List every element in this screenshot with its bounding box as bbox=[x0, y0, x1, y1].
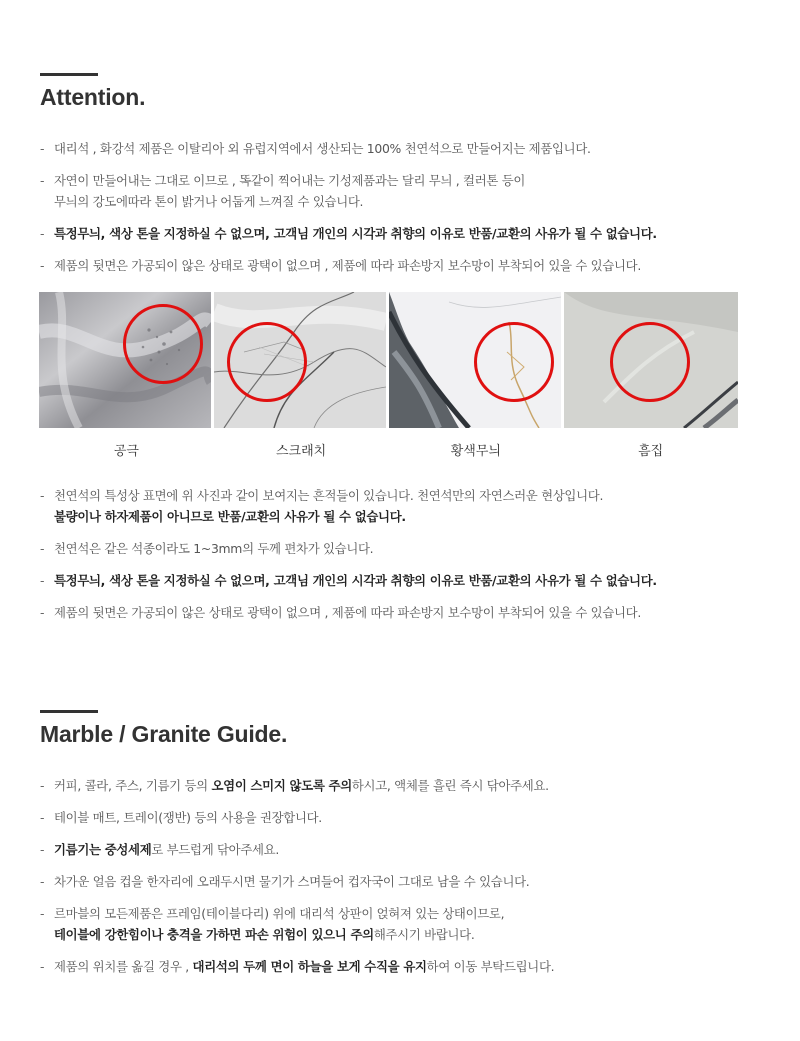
pore-highlight-circle bbox=[123, 304, 203, 384]
note-emphasis-text: 오염이 스미지 않도록 주의 bbox=[211, 778, 352, 793]
note-item bbox=[38, 255, 778, 276]
note-text: 커피, 콜라, 주스, 기름기 등의 bbox=[54, 778, 212, 793]
note-line bbox=[54, 775, 778, 796]
note-text: 천연석은 같은 석종이라도 1~3mm의 두께 편차가 있습니다. bbox=[54, 541, 374, 556]
stone-sample-photos bbox=[39, 292, 738, 428]
note-emphasis-text: 테이블에 강한힘이나 충격을 가하면 파손 위험이 있으니 주의 bbox=[54, 927, 374, 942]
photo-captions bbox=[39, 440, 738, 459]
yellow-vein-sample-photo bbox=[389, 292, 561, 428]
photo-caption-scratch: 스크래치 bbox=[276, 444, 327, 459]
note-item bbox=[38, 903, 778, 945]
attention-title-bar bbox=[40, 73, 98, 76]
note-line bbox=[54, 170, 778, 191]
scratch-sample-photo bbox=[214, 292, 386, 428]
note-line bbox=[54, 485, 778, 506]
attention-notes-top bbox=[38, 138, 778, 276]
note-item bbox=[38, 839, 778, 860]
note-line bbox=[54, 807, 778, 828]
attention-title: Attention. bbox=[40, 84, 146, 110]
note-line bbox=[54, 871, 778, 892]
note-item bbox=[38, 138, 778, 159]
note-emphasis-text: 불량이나 하자제품이 아니므로 반품/교환의 사유가 될 수 없습니다. bbox=[54, 509, 406, 524]
note-text: 자연이 만들어내는 그대로 이므로 , 똑같이 찍어내는 기성제품과는 달리 무늬 , 컬러톤 등이 bbox=[54, 173, 526, 188]
note-line bbox=[54, 839, 778, 860]
note-item bbox=[38, 602, 778, 623]
note-item bbox=[38, 807, 778, 828]
note-line bbox=[54, 956, 778, 977]
note-emphasis-text: 대리석의 두께 면이 하늘을 보게 수직을 유지 bbox=[192, 959, 427, 974]
note-line bbox=[54, 602, 778, 623]
photo-caption-yellow-vein: 황색무늬 bbox=[450, 444, 501, 459]
note-text: 제품의 위치를 옮길 경우 , bbox=[54, 959, 193, 974]
note-text: 해주시기 바랍니다. bbox=[373, 927, 475, 942]
photo-caption-pore: 공극 bbox=[113, 444, 139, 459]
note-item bbox=[38, 223, 778, 244]
note-line bbox=[54, 570, 778, 591]
attention-notes-bottom bbox=[38, 485, 778, 623]
note-text: 하여 이동 부탁드립니다. bbox=[426, 959, 555, 974]
note-text: 하시고, 액체를 흘린 즉시 닦아주세요. bbox=[351, 778, 549, 793]
note-text: 테이블 매트, 트레이(쟁반) 등의 사용을 권장합니다. bbox=[54, 810, 322, 825]
note-line bbox=[54, 255, 778, 276]
note-text: 로 부드럽게 닦아주세요. bbox=[151, 842, 279, 857]
guide-title: Marble / Granite Guide. bbox=[40, 721, 288, 747]
note-text: 무늬의 강도에따라 톤이 밝거나 어둡게 느껴질 수 있습니다. bbox=[54, 194, 364, 209]
yellow-vein-highlight-circle bbox=[474, 322, 554, 402]
note-item bbox=[38, 871, 778, 892]
guide-notes bbox=[38, 775, 778, 977]
guide-title-bar bbox=[40, 710, 98, 713]
note-text: 대리석 , 화강석 제품은 이탈리아 외 유럽지역에서 생산되는 100% 천연석으로 만들어지는 제품입니다. bbox=[54, 141, 591, 156]
note-line bbox=[54, 903, 778, 924]
note-line bbox=[54, 223, 778, 244]
blemish-highlight-circle bbox=[610, 322, 690, 402]
note-item bbox=[38, 485, 778, 527]
note-text: 제품의 뒷면은 가공되이 않은 상태로 광택이 없으며 , 제품에 따라 파손방지 보수망이 부착되어 있을 수 있습니다. bbox=[54, 605, 641, 620]
note-item bbox=[38, 956, 778, 977]
photo-caption-blemish: 흠집 bbox=[638, 444, 664, 459]
note-text: 천연석의 특성상 표면에 위 사진과 같이 보여지는 흔적들이 있습니다. 천연석만의 자연스러운 현상입니다. bbox=[54, 488, 604, 503]
note-line bbox=[54, 138, 778, 159]
note-emphasis-text: 기름기는 중성세제 bbox=[54, 842, 152, 857]
note-item bbox=[38, 538, 778, 559]
note-line bbox=[54, 506, 778, 527]
note-text: 르마블의 모든제품은 프레임(테이블다리) 위에 대리석 상판이 얹혀져 있는 상태이므로, bbox=[54, 906, 505, 921]
blemish-sample-photo bbox=[564, 292, 738, 428]
scratch-highlight-circle bbox=[227, 322, 307, 402]
pore-sample-photo bbox=[39, 292, 211, 428]
note-line bbox=[54, 924, 778, 945]
note-emphasis-text: 특정무늬, 색상 톤을 지정하실 수 없으며, 고객님 개인의 시각과 취향의 이유로 반품/교환의 사유가 될 수 없습니다. bbox=[54, 573, 657, 588]
note-item bbox=[38, 775, 778, 796]
note-item bbox=[38, 570, 778, 591]
note-item bbox=[38, 170, 778, 212]
note-text: 제품의 뒷면은 가공되이 않은 상태로 광택이 없으며 , 제품에 따라 파손방지 보수망이 부착되어 있을 수 있습니다. bbox=[54, 258, 641, 273]
note-line bbox=[54, 538, 778, 559]
note-line bbox=[54, 191, 778, 212]
note-text: 차가운 얼음 컵을 한자리에 오래두시면 물기가 스며들어 컵자국이 그대로 남을 수 있습니다. bbox=[54, 874, 530, 889]
note-emphasis-text: 특정무늬, 색상 톤을 지정하실 수 없으며, 고객님 개인의 시각과 취향의 이유로 반품/교환의 사유가 될 수 없습니다. bbox=[54, 226, 657, 241]
